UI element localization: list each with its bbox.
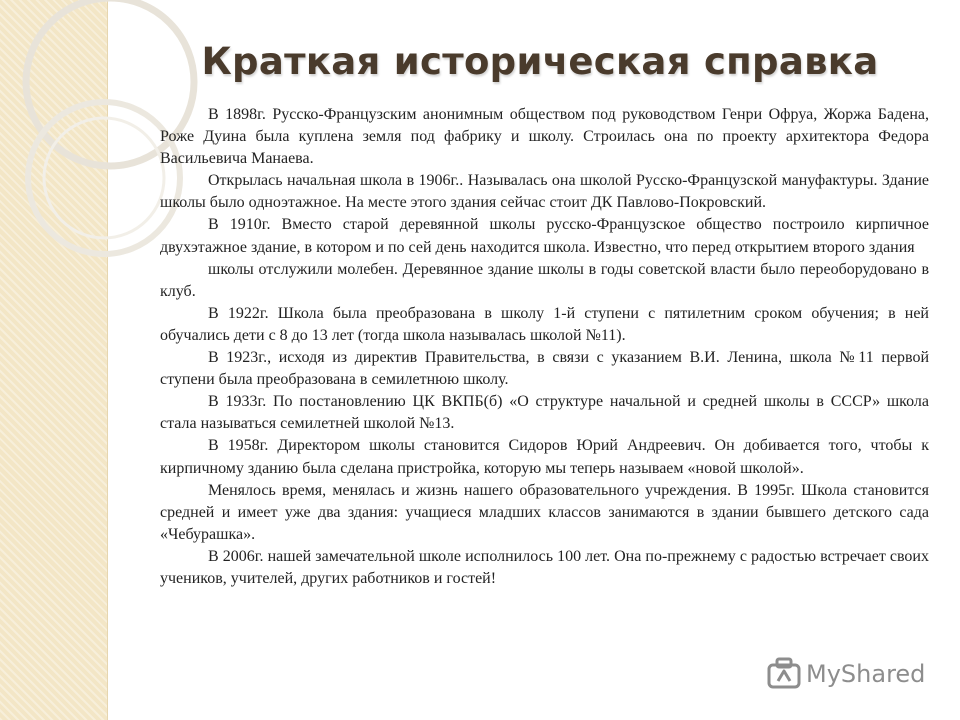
watermark-label: MyShared	[806, 660, 926, 688]
slide-title: Краткая историческая справка	[201, 40, 879, 83]
paragraph-2006: В 2006г. нашей замечательной школе исполнилось 100 лет. Она по-прежнему с радостью встречает своих учеников, учителей, других работников и гостей!	[160, 547, 929, 587]
paragraph-1898: В 1898г. Русско-Французским анонимным обществом под руководством Генри Офруа, Жоржа Бадена, Роже Дуина была куплена земля под фабрику и школу. Строилась она по проекту архитектора Федора Васильевича Манаева.	[160, 106, 929, 168]
paragraph-1906: Открылась начальная школа в 1906г.. Называлась она школой Русско-Французской мануфактуры. Здание школы было одноэтажное. На месте этого здания сейчас стоит ДК Павлово-Покровский.	[160, 172, 929, 212]
myshared-logo-icon	[766, 657, 802, 691]
paragraph-1922: В 1922г. Школа была преобразована в школу 1-й ступени с пятилетним сроком обучения; в ней обучались дети с 8 до 13 лет (тогда школа называлась школой №11).	[160, 304, 929, 344]
paragraph-1933: В 1933г. По постановлению ЦК ВКПБ(б) «О структуре начальной и средней школы в СССР» школа стала называться семилетней школой №13.	[160, 393, 929, 433]
paragraph-1995: Менялось время, менялась и жизнь нашего образовательного учреждения. В 1995г. Школа становится средней и имеет уже два здания: учащиеся младших классов занимаются в здании бывшего детского сада «Чебурашка».	[160, 481, 929, 543]
paragraph-1958: В 1958г. Директором школы становится Сидоров Юрий Андреевич. Он добивается того, чтобы к кирпичному зданию была сделана пристройка, которую мы теперь называем «новой школой».	[160, 437, 929, 477]
paragraph-1923: В 1923г., исходя из директив Правительства, в связи с указанием В.И. Ленина, школа №11 первой ступени была преобразована в семилетнюю школу.	[160, 349, 929, 389]
paragraph-1910: В 1910г. Вместо старой деревянной школы русско-Французское общество построило кирпичное двухэтажное здание, в котором и по сей день находится школа. Известно, что перед открытием второго здания	[160, 216, 929, 256]
history-text	[160, 104, 929, 590]
paragraph-1910-continued: школы отслужили молебен. Деревянное здание школы в годы советской власти было переоборудовано в клуб.	[160, 260, 929, 300]
decorative-side-panel	[0, 0, 108, 720]
myshared-watermark	[766, 656, 925, 692]
